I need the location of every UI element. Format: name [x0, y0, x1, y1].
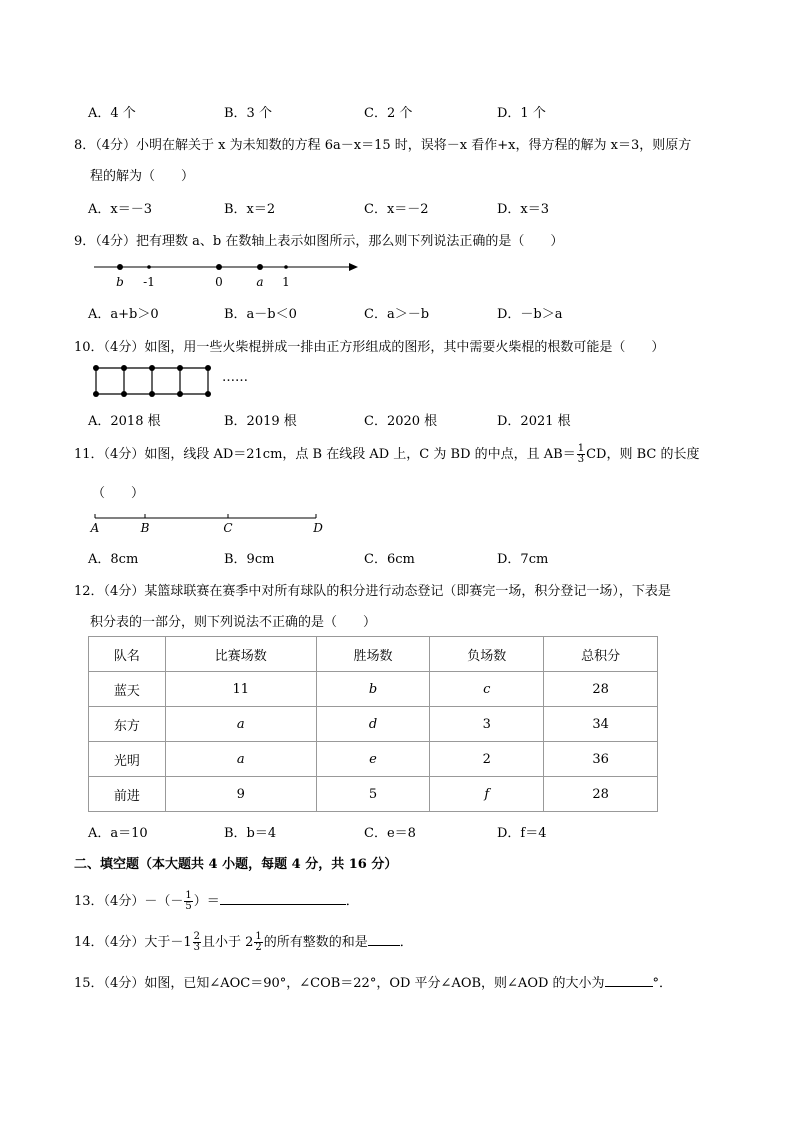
table-cell: b	[316, 672, 430, 707]
q13-suffix: ）＝	[193, 894, 220, 909]
segment-label-b: B	[140, 521, 150, 535]
table-cell: e	[316, 742, 430, 777]
table-cell: 36	[544, 742, 658, 777]
table-cell: 东方	[89, 707, 166, 742]
table-cell: 3	[430, 707, 544, 742]
matchstick-figure	[90, 362, 220, 400]
q11-frac-den: 3	[577, 454, 585, 465]
q14-end: ．	[399, 935, 413, 950]
q7-option-b: B．3 个	[224, 106, 272, 121]
q11-text-b: CD，则 BC 的长度	[586, 447, 700, 462]
table-header: 比赛场数	[165, 637, 316, 672]
q15-text: 15．（4分）如图，已知∠AOC＝90°，∠COB＝22°，OD 平分∠AOB，则∠AOD 的大小为	[74, 976, 605, 991]
number-line-tick-1	[284, 265, 288, 269]
table-cell: 2	[430, 742, 544, 777]
q12-text-line2: 积分表的一部分，则下列说法不正确的是（ ）	[90, 615, 377, 630]
table-header: 负场数	[430, 637, 544, 672]
q8-option-d: D．x＝3	[497, 202, 550, 217]
number-line-figure	[88, 258, 368, 292]
q10-option-b: B．2019 根	[224, 414, 297, 429]
table-cell: 9	[165, 777, 316, 812]
q13-end: ．	[345, 894, 359, 909]
q11-option-b: B．9cm	[224, 552, 275, 567]
q14-frac2-den: 2	[255, 942, 262, 953]
q9-text: 9．（4分）把有理数 a、b 在数轴上表示如图所示，那么则下列说法正确的是（ ）	[74, 234, 564, 249]
segment-figure	[88, 508, 328, 536]
table-row	[89, 707, 658, 742]
table-cell: c	[430, 672, 544, 707]
q11-fraction	[577, 444, 585, 465]
segment-label-a: A	[90, 521, 100, 535]
q10-text: 10．（4分）如图，用一些火柴棍拼成一排由正方形组成的图形，其中需要火柴棍的根数可能是（ ）	[74, 340, 665, 355]
q14-line	[74, 931, 413, 953]
q11-option-d: D．7cm	[497, 552, 549, 567]
q13-fraction	[184, 891, 192, 912]
number-line-label-a: a	[256, 275, 264, 289]
q7-option-a: A．4 个	[88, 106, 136, 121]
q13-frac-den: 5	[185, 901, 192, 912]
q8-option-b: B．x＝2	[224, 202, 276, 217]
q9-option-d: D．－b＞a	[497, 307, 563, 322]
table-header: 队名	[89, 637, 166, 672]
q15-line	[74, 972, 672, 991]
table-header: 总积分	[544, 637, 658, 672]
q7-option-d: D．1 个	[497, 106, 546, 121]
q12-option-b: B．b＝4	[224, 826, 277, 841]
q13-prefix: 13．（4分）－（－	[74, 894, 184, 909]
q8-text-line2: 程的解为（ ）	[90, 169, 195, 184]
q13-answer-blank[interactable]	[220, 892, 346, 905]
table-cell: a	[165, 707, 316, 742]
number-line-point-b	[117, 264, 123, 270]
q12-option-a: A．a＝10	[88, 826, 148, 841]
q10-option-a: A．2018 根	[88, 414, 161, 429]
segment-label-d: D	[313, 521, 323, 535]
q11-option-a: A．8cm	[88, 552, 139, 567]
table-cell: 光明	[89, 742, 166, 777]
q12-option-c: C．e＝8	[364, 826, 416, 841]
q14-suffix: 的所有整数的和是	[263, 935, 368, 950]
section-title: 二、填空题（本大题共 4 小题，每题 4 分，共 16 分）	[74, 857, 398, 872]
table-cell: d	[316, 707, 430, 742]
number-line-point-0	[216, 264, 222, 270]
q8-text-line1: 8．（4分）小明在解关于 x 为未知数的方程 6a－x＝15 时，误将－x 看作+x，得方程的解为 x＝3，则原方	[74, 138, 692, 153]
q13-line	[74, 890, 359, 912]
q12-text-line1: 12．（4分）某篮球联赛在赛季中对所有球队的积分进行动态登记（即赛完一场，积分登记一场），下表是	[74, 584, 671, 599]
number-line-label-0: 0	[215, 275, 223, 289]
number-line-label-minus1: -1	[143, 275, 155, 289]
score-table	[88, 636, 658, 812]
q11-text-line2: （ ）	[92, 486, 145, 501]
number-line-arrow	[349, 263, 358, 271]
q14-answer-blank[interactable]	[368, 933, 400, 946]
q14-frac1-num: 2	[193, 931, 200, 942]
table-cell: 28	[544, 777, 658, 812]
table-row	[89, 672, 658, 707]
table-cell: 5	[316, 777, 430, 812]
q14-frac1-den: 3	[193, 942, 200, 953]
table-cell: a	[165, 742, 316, 777]
q8-option-a: A．x＝－3	[88, 202, 152, 217]
q14-prefix: 14．（4分）大于－1	[74, 935, 192, 950]
table-row	[89, 742, 658, 777]
table-header-row	[89, 637, 658, 672]
q13-frac-num: 1	[185, 890, 192, 901]
number-line-label-b: b	[116, 275, 124, 289]
q9-option-a: A．a+b＞0	[88, 307, 159, 322]
q11-option-c: C．6cm	[364, 552, 415, 567]
number-line-label-1: 1	[282, 275, 290, 289]
segment-label-c: C	[223, 521, 233, 535]
table-header: 胜场数	[316, 637, 430, 672]
number-line-point-a	[257, 264, 263, 270]
q15-answer-blank[interactable]	[605, 974, 653, 987]
q11-frac-num: 1	[577, 443, 585, 454]
q9-option-b: B．a－b＜0	[224, 307, 297, 322]
q9-option-c: C．a＞－b	[364, 307, 430, 322]
table-cell: 11	[165, 672, 316, 707]
q11-text-a: 11．（4分）如图，线段 AD＝21cm，点 B 在线段 AD 上，C 为 BD 的中点，且 AB＝	[74, 447, 576, 462]
q15-end: °．	[652, 976, 673, 991]
number-line-tick-minus1	[147, 265, 151, 269]
table-cell: 34	[544, 707, 658, 742]
table-cell: f	[430, 777, 544, 812]
q14-middle: 且小于 2	[201, 935, 254, 950]
table-row	[89, 777, 658, 812]
q11-text-line1	[74, 443, 699, 465]
table-cell: 蓝天	[89, 672, 166, 707]
table-cell: 28	[544, 672, 658, 707]
q14-fraction-1	[193, 932, 201, 953]
q7-option-c: C．2 个	[364, 106, 413, 121]
q14-frac2-num: 1	[255, 931, 262, 942]
q12-option-d: D．f＝4	[497, 826, 547, 841]
q14-fraction-2	[254, 932, 262, 953]
q10-option-c: C．2020 根	[364, 414, 438, 429]
table-cell: 前进	[89, 777, 166, 812]
q8-option-c: C．x＝－2	[364, 202, 429, 217]
q10-option-d: D．2021 根	[497, 414, 571, 429]
matchstick-ellipsis: ……	[222, 370, 248, 385]
